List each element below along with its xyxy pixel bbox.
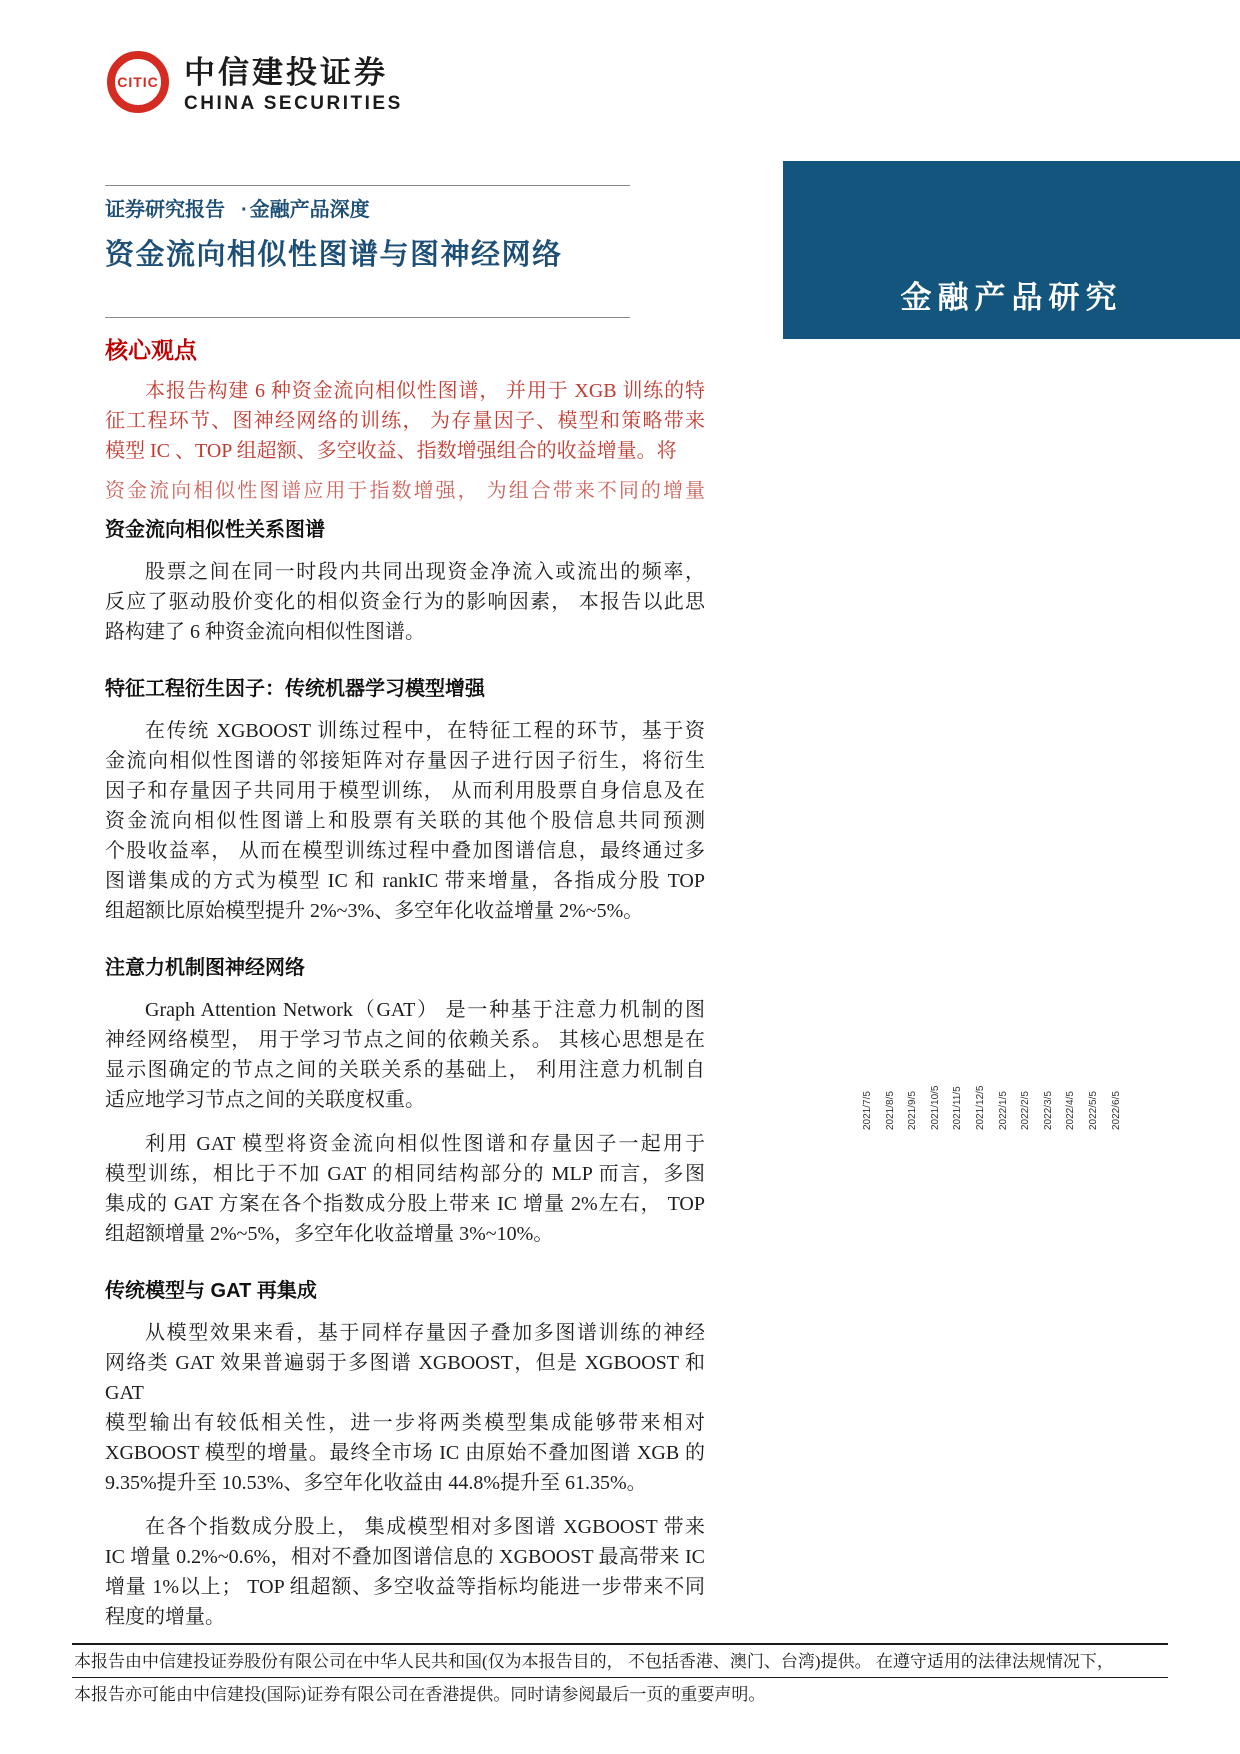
text-line: 显示图确定的节点之间的关联关系的基础上， 利用注意力机制自 <box>105 1059 705 1081</box>
axis-date-label: 2021/8/5 <box>884 1091 896 1130</box>
brand-logo <box>106 50 403 119</box>
clipped-text-line: 资金流向相似性图谱应用于指数增强， 为组合带来不同的增量 <box>105 480 705 502</box>
text-line: 金流向相似性图谱的邻接矩阵对存量因子进行因子衍生，将衍生 <box>105 750 705 772</box>
axis-date-label: 2021/11/5 <box>952 1086 964 1130</box>
text-line: IC 增量 0.2%~0.6%，相对不叠加图谱信息的 XGBOOST 最高带来 IC <box>105 1546 705 1568</box>
core-view-clipped-line <box>105 476 705 502</box>
text-line: 反应了驱动股价变化的相似资金行为的影响因素， 本报告以此思 <box>105 591 705 613</box>
report-type-label: 证券研究报告 <box>105 199 225 221</box>
text-line: 组超额比原始模型提升 2%~3%、多空年化收益增量 2%~5%。 <box>105 900 644 922</box>
report-category-line <box>105 193 370 222</box>
text-line: 网络类 GAT 效果普遍弱于多图谱 XGBOOST，但是 XGBOOST 和 GAT <box>105 1352 705 1404</box>
axis-date-label: 2022/2/5 <box>1020 1091 1032 1130</box>
core-text-line: 征工程环节、图神经网络的训练， 为存量因子、模型和策略带来 <box>105 410 705 432</box>
footer-disclaimer-line-1: 本报告由中信建投证券股份有限公司在中华人民共和国(仅为本报告目的， 不包括香港、澳门、台湾)提供。 在遵守适用的法律法规情况下， <box>74 1652 1114 1671</box>
text-line: 组超额增量 2%~5%，多空年化收益增量 3%~10%。 <box>105 1223 554 1245</box>
text-line: 模型输出有较低相关性，进一步将两类模型集成能够带来相对 <box>105 1412 705 1434</box>
research-banner <box>783 161 1240 339</box>
core-view-heading: 核心观点 <box>105 337 197 363</box>
axis-date-label: 2021/10/5 <box>929 1085 941 1130</box>
header-divider-bottom <box>105 317 630 318</box>
bullet-separator: · <box>241 199 248 221</box>
text-line: 程度的增量。 <box>105 1606 225 1628</box>
text-line: 在各个指数成分股上， 集成模型相对多图谱 XGBOOST 带来 <box>145 1516 705 1538</box>
section-heading-gat: 注意力机制图神经网络 <box>105 957 305 979</box>
section-heading-ensemble: 传统模型与 GAT 再集成 <box>105 1280 317 1302</box>
text-line: 资金流向相似性图谱上和股票有关联的其他个股信息共同预测 <box>105 810 705 832</box>
text-line: 模型训练，相比于不加 GAT 的相同结构部分的 MLP 而言，多图 <box>105 1163 705 1185</box>
text-line: 9.35%提升至 10.53%、多空年化收益由 44.8%提升至 61.35%。 <box>105 1472 647 1494</box>
brand-name-cn: 中信建投证券 <box>184 54 388 90</box>
section-paragraph <box>105 716 705 926</box>
core-view-paragraph <box>105 376 705 466</box>
content-column <box>105 334 705 1646</box>
text-line: 因子和存量因子共同用于模型训练， 从而利用股票自身信息及在 <box>105 780 705 802</box>
section-paragraph <box>105 1318 705 1498</box>
svg-text:CITIC: CITIC <box>117 74 159 90</box>
axis-date-label: 2022/5/5 <box>1087 1091 1099 1130</box>
banner-label: 金融产品研究 <box>900 280 1123 315</box>
axis-date-label: 2021/7/5 <box>862 1091 873 1130</box>
axis-date-label: 2021/9/5 <box>907 1091 919 1130</box>
section-paragraph <box>105 1129 705 1249</box>
text-line: 从模型效果来看，基于同样存量因子叠加多图谱训练的神经 <box>145 1322 705 1344</box>
text-line: 个股收益率， 从而在模型训练过程中叠加图谱信息，最终通过多 <box>105 840 705 862</box>
section-paragraph <box>105 1512 705 1632</box>
text-line: 增量 1%以上； TOP 组超额、多空收益等指标均能进一步带来不同 <box>105 1576 705 1598</box>
text-line: 路构建了 6 种资金流向相似性图谱。 <box>105 621 425 643</box>
text-line: 图谱集成的方式为模型 IC 和 rankIC 带来增量，各指成分股 TOP <box>105 870 705 892</box>
core-text-line: 模型 IC 、TOP 组超额、多空收益、指数增强组合的收益增量。将 <box>105 440 677 462</box>
section-heading-feature-engineering: 特征工程衍生因子：传统机器学习模型增强 <box>105 678 485 700</box>
page-footer <box>72 1643 1168 1710</box>
section-paragraph <box>105 557 705 647</box>
brand-names <box>184 54 403 114</box>
section-paragraph <box>105 995 705 1115</box>
axis-date-label: 2022/1/5 <box>997 1091 1009 1130</box>
header-divider-top <box>105 185 630 186</box>
text-line: 集成的 GAT 方案在各个指数成分股上带来 IC 增量 2%左右， TOP <box>105 1193 705 1215</box>
axis-date-label: 2022/4/5 <box>1065 1091 1077 1130</box>
chart-x-axis-dates <box>862 1052 1133 1130</box>
axis-date-label: 2022/3/5 <box>1042 1091 1054 1130</box>
text-line: XGBOOST 模型的增量。最终全市场 IC 由原始不叠加图谱 XGB 的 <box>105 1442 705 1464</box>
core-text-line: 本报告构建 6 种资金流向相似性图谱， 并用于 XGB 训练的特 <box>145 380 705 402</box>
citic-circle-icon <box>106 50 170 119</box>
section-heading-graphs: 资金流向相似性关系图谱 <box>105 519 325 541</box>
brand-name-en: CHINA SECURITIES <box>184 92 403 114</box>
text-line: 利用 GAT 模型将资金流向相似性图谱和存量因子一起用于 <box>145 1133 705 1155</box>
page-title: 资金流向相似性图谱与图神经网络 <box>105 239 563 271</box>
footer-disclaimer-line-2: 本报告亦可能由中信建投(国际)证券有限公司在香港提供。同时请参阅最后一页的重要声明。 <box>74 1685 766 1704</box>
report-category-label: 金融产品深度 <box>249 199 370 221</box>
text-line: 股票之间在同一时段内共同出现资金净流入或流出的频率， <box>145 561 705 583</box>
axis-date-label: 2022/6/5 <box>1110 1091 1122 1130</box>
text-line: 在传统 XGBOOST 训练过程中，在特征工程的环节，基于资 <box>145 720 705 742</box>
text-line: 适应地学习节点之间的关联度权重。 <box>105 1089 425 1111</box>
text-line: 神经网络模型， 用于学习节点之间的依赖关系。 其核心思想是在 <box>105 1029 705 1051</box>
text-line: Graph Attention Network（GAT） 是一种基于注意力机制的图 <box>145 999 705 1021</box>
axis-date-label: 2021/12/5 <box>974 1085 986 1130</box>
